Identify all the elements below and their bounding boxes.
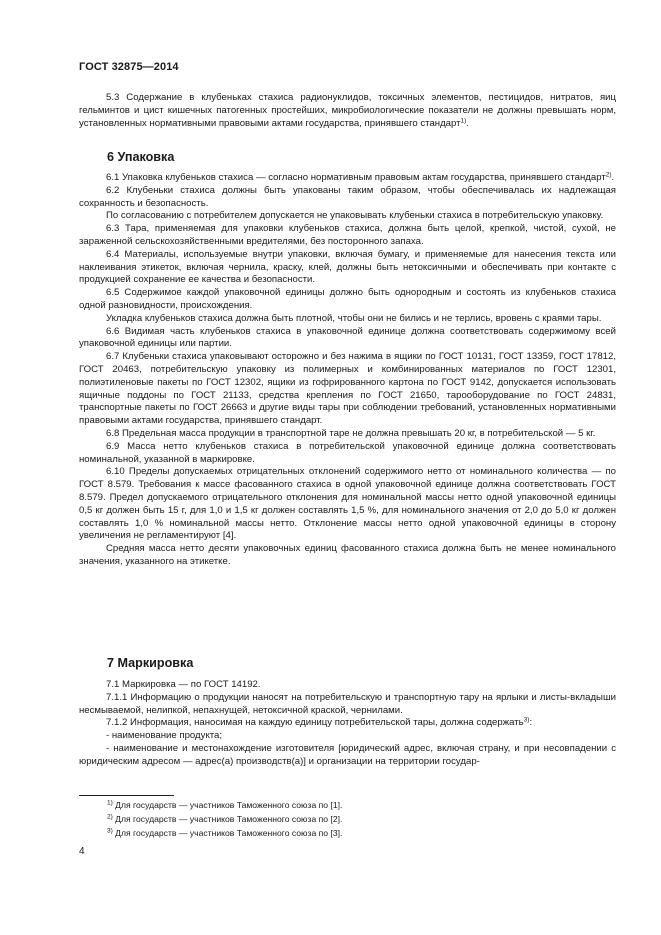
footnote-ref: 1) bbox=[460, 117, 467, 125]
paragraph-6-6: 6.6 Видимая часть клубеньков стахиса в упаковочной единице должна соответствовать содержимому всей упаковочной единицы или партии. bbox=[79, 325, 616, 350]
paragraph-7-1-1: 7.1.1 Информацию о продукции наносят на потребительскую и транспортную тару на ярлыки и листы-вкладыши несмываемой, нелипкой, непахнущей, нетоксичной краской, чернилами. bbox=[79, 691, 616, 716]
footnotes bbox=[107, 798, 607, 840]
section-7-title: 7 Маркировка bbox=[107, 656, 194, 670]
paragraph-6-10: 6.10 Пределы допускаемых отрицательных отклонений содержимого нетто от номинального количества — по ГОСТ 8.579. Требования к массе фасованного стахиса в одной упаковочной единице должна соответствовать ГОСТ 8.579. Предел допускаемого отрицательного отклонения для номинальной массы нетто одной упаковочной единицы 0,5 кг должен быть 15 г, для 1,0 и 1,5 кг должен составлять 1,5 %, для номинального значения от 2,0 до 5,0 кг должен составлять 1,0 % номинальной массы нетто. Отклонение массы нетто одной упаковочной единицы в сторону увеличения не регламентируют [4]. bbox=[79, 466, 616, 542]
footnote-ref: 2) bbox=[605, 171, 612, 179]
list-item: - наименование продукта; bbox=[106, 730, 223, 742]
standard-header: ГОСТ 32875—2014 bbox=[79, 61, 179, 73]
paragraph-6-3: 6.3 Тара, применяемая для упаковки клубеньков стахиса, должна быть целой, крепкой, чистой, сухой, не зараженной сельскохозяйственными вредителями, без посторонного запаха. bbox=[79, 223, 616, 247]
paragraph-6-2: 6.2 Клубеньки стахиса должны быть упакованы таким образом, чтобы обеспечивалась их надлежащая сохранность и безопасность. bbox=[79, 184, 616, 209]
paragraph-6-8: 6.8 Предельная масса продукции в транспортной таре не должна превышать 20 кг, в потребительской — 5 кг. bbox=[106, 427, 596, 439]
footnote-3: $^{3)}$ Для государств — участников Таможенного союза по [3]. bbox=[107, 827, 343, 838]
paragraph-6-5: 6.5 Содержимое каждой упаковочной единицы должно быть однородным и состоять из клубеньков стахиса одной разновидности, происхождения. bbox=[79, 287, 616, 311]
paragraph-6-2-note: По согласованию с потребителем допускается не упаковывать клубеньки стахиса в потребительскую упаковку. bbox=[106, 210, 604, 222]
footnote-1: $^{1)}$ Для государств — участников Таможенного союза по [1]. bbox=[107, 799, 343, 810]
paragraph-5-3: 5.3 Содержание в клубеньках стахиса радионуклидов, токсичных элементов, пестицидов, нитратов, яиц гельминтов и цист кишечных патогенных простейших, микробиологические показатели не должны превышать норм, установленных нормативными правовыми актами государства, принявшего стандарт$^{1)}$. bbox=[79, 92, 616, 129]
paragraph-6-7: 6.7 Клубеньки стахиса упаковывают осторожно и без нажима в ящики по ГОСТ 10131, ГОСТ 13359, ГОСТ 17812, ГОСТ 20463, потребительскую упаковку из полимерных и комбинированных материалов по ГОСТ 12301, полиэтиленовые пакеты по ГОСТ 12302, ящики из гофрированного картона по ГОСТ 9142, допускается использовать ящичные поддоны по ГОСТ 21133, средства крепления по ГОСТ 21650, тарооборудование по ГОСТ 24831, транспортные пакеты по ГОСТ 26663 и другие виды тары при соблюдении требований, установленных нормативными правовыми актами государства, принявшего стандарт. bbox=[79, 351, 616, 427]
section-5-tail bbox=[79, 92, 616, 130]
section-6-title: 6 Упаковка bbox=[107, 150, 175, 164]
footnote-2: $^{2)}$ Для государств — участников Таможенного союза по [2]. bbox=[107, 813, 343, 824]
section-7-body bbox=[79, 679, 616, 769]
paragraph-6-10-note: Средняя масса нетто десяти упаковочных единиц фасованного стахиса должна быть не менее номинального значения, указанного на этикетке. bbox=[79, 543, 616, 567]
paragraph-6-9: 6.9 Масса нетто клубеньков стахиса в потребительской упаковочной единице должна соответствовать номинальной, указанной в маркировке. bbox=[79, 440, 616, 465]
section-6-body bbox=[79, 172, 616, 569]
footnote-ref: 3) bbox=[523, 716, 530, 724]
list-item: - наименование и местонахождение изготовителя [юридический адрес, включая страну, и при несовпадении с юридическим адресом — адрес(а) производств(а)] и организации на территории государ- bbox=[79, 742, 616, 767]
page-number: 4 bbox=[79, 846, 85, 857]
paragraph-7-1-2: 7.1.2 Информация, наносимая на каждую единицу потребительской тары, должна содержать$^{3)}$: bbox=[106, 716, 533, 729]
footnote-divider bbox=[79, 795, 174, 796]
paragraph-6-1: 6.1 Упаковка клубеньков стахиса — согласно нормативным правовым актам государства, принявшего стандарт$^{2)}$. bbox=[106, 171, 615, 183]
paragraph-7-1: 7.1 Маркировка — по ГОСТ 14192. bbox=[106, 679, 261, 690]
paragraph-6-4: 6.4 Материалы, используемые внутри упаковки, включая бумагу, и применяемые для нанесения текста или наклеивания этикеток, включая чернила, краску, клей, должны быть нетоксичными и обеспечивать при контакте с продукцией сохранение ее качества и безопасности. bbox=[79, 248, 616, 286]
paragraph-6-5-note: Укладка клубеньков стахиса должна быть плотной, чтобы они не бились и не терлись, вровень с краями тары. bbox=[106, 312, 602, 324]
